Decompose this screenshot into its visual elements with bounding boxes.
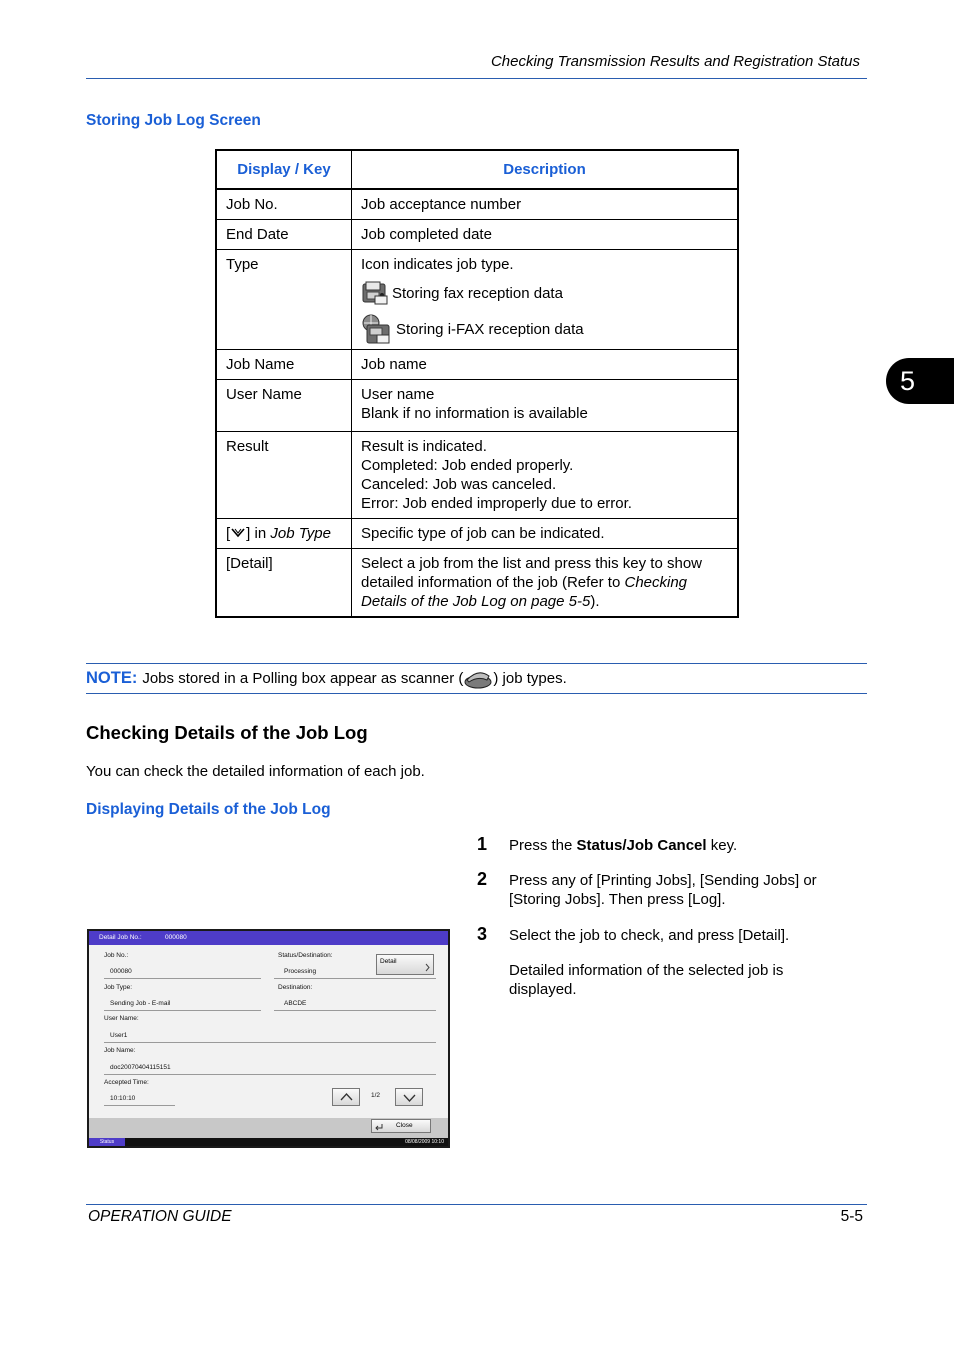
user-name-value: User1	[110, 1032, 128, 1039]
fax-reception-icon	[361, 280, 389, 306]
running-header: Checking Transmission Results and Registration Status	[490, 53, 860, 70]
field-line	[104, 1010, 261, 1011]
note-text-a: Jobs stored in a Polling box appear as scanner (	[142, 669, 464, 687]
row-desc: Job name	[352, 350, 739, 380]
ifax-desc: Storing i-FAX reception data	[396, 320, 584, 338]
table-row	[216, 220, 738, 250]
row-key: [Detail]	[216, 549, 352, 618]
field-line	[274, 978, 436, 979]
row-key: Job No.	[216, 189, 352, 220]
scanner-icon	[463, 666, 493, 690]
row-key: Job Name	[216, 350, 352, 380]
row-desc: Job acceptance number	[352, 189, 739, 220]
row-key: End Date	[216, 220, 352, 250]
bracket-open: [	[226, 525, 231, 542]
close-button-label: Close	[396, 1122, 413, 1129]
destination-label: Destination:	[278, 984, 313, 991]
return-icon	[375, 1123, 383, 1131]
row-desc	[352, 380, 739, 432]
status-tab[interactable]: Status	[89, 1138, 125, 1146]
detail-button-label: Detail	[380, 958, 397, 965]
table-row	[216, 519, 738, 549]
user-name-label: User Name:	[104, 1015, 139, 1022]
note	[86, 665, 567, 691]
field-line	[104, 1074, 436, 1075]
accepted-time-value: 10:10:10	[110, 1095, 136, 1102]
step-text	[509, 836, 854, 855]
table-row	[216, 189, 738, 220]
page-down-button[interactable]	[395, 1088, 423, 1106]
job-no-value: 000080	[110, 968, 132, 975]
step1-text-a: Press the	[509, 837, 577, 854]
accepted-time-label: Accepted Time:	[104, 1079, 149, 1086]
page-up-button[interactable]	[332, 1088, 360, 1106]
page-indicator: 1/2	[371, 1092, 381, 1099]
step-number: 1	[477, 834, 488, 854]
step-text: Select the job to check, and press [Detail].	[509, 927, 790, 944]
fax-desc: Storing fax reception data	[392, 284, 563, 302]
footer-guide-title: OPERATION GUIDE	[88, 1208, 232, 1225]
chevron-down-icon	[230, 527, 246, 539]
screen-datetime: 08/08/2009 10:10	[405, 1139, 444, 1145]
job-type-label: Job Type:	[104, 984, 133, 991]
detail-desc-link[interactable]: Checking Details of the Job Log on page 5-5	[361, 574, 688, 610]
row-key: Type	[216, 250, 352, 350]
job-name-value: doc20070404115151	[110, 1064, 171, 1071]
key-italic: Job Type	[270, 525, 331, 542]
note-label: NOTE:	[86, 668, 138, 687]
row-desc: Job completed date	[352, 220, 739, 250]
step1-key: Status/Job Cancel	[576, 837, 707, 854]
chapter-tab	[886, 358, 954, 404]
screen-status-bar	[89, 1138, 448, 1146]
step-subtext: Detailed information of the selected job is displayed.	[509, 962, 784, 998]
table-row	[216, 432, 738, 519]
row-key-job-type	[216, 519, 352, 549]
table-row	[216, 549, 738, 618]
screen-title-value: 000080	[165, 934, 187, 941]
table-row	[216, 350, 738, 380]
job-detail-screen	[87, 929, 450, 1148]
detail-desc-b: ).	[590, 593, 600, 610]
chevron-up-icon	[340, 1093, 353, 1101]
job-log-table	[215, 149, 739, 618]
field-line	[104, 978, 261, 979]
table-row	[216, 380, 738, 432]
key-mid: ] in	[246, 525, 271, 542]
field-line	[104, 1042, 436, 1043]
note-rule-top	[86, 663, 867, 664]
footer-page-number: 5-5	[840, 1208, 863, 1225]
type-desc: Icon indicates job type.	[361, 256, 514, 273]
field-line	[274, 1010, 436, 1011]
status-value: Processing	[284, 968, 317, 975]
detail-desc-a: Select a job from the list and press this key to show detailed information of the job (Refer to	[361, 555, 702, 591]
row-desc: Specific type of job can be indicated.	[352, 519, 739, 549]
row-desc	[352, 432, 739, 519]
screen-title-label: Detail Job No.:	[99, 934, 142, 941]
subsection-title-displaying-details: Displaying Details of the Job Log	[86, 801, 331, 818]
field-line	[104, 1105, 175, 1106]
row-key: User Name	[216, 380, 352, 432]
result-line: Canceled: Job was canceled.	[361, 476, 557, 493]
row-key: Result	[216, 432, 352, 519]
table-row	[216, 250, 738, 350]
note-rule-bottom	[86, 693, 867, 694]
table-header-display-key: Display / Key	[216, 150, 352, 189]
step-number: 3	[477, 924, 488, 944]
table-header-description: Description	[352, 150, 739, 189]
note-text-b: ) job types.	[493, 669, 567, 687]
status-label: Status/Destination:	[278, 952, 333, 959]
ifax-line	[361, 314, 731, 344]
intro-text: You can check the detailed information of each job.	[86, 763, 425, 780]
row-desc	[352, 549, 739, 618]
ifax-reception-icon	[361, 313, 393, 345]
chapter-number: 5	[900, 365, 916, 396]
header-rule	[86, 78, 867, 79]
section-title-storing-job-log: Storing Job Log Screen	[86, 112, 261, 129]
job-type-value: Sending Job - E-mail	[110, 1000, 171, 1007]
close-button[interactable]	[371, 1119, 431, 1133]
chevron-down-icon	[403, 1094, 416, 1102]
job-name-label: Job Name:	[104, 1047, 136, 1054]
step-text: Press any of [Printing Jobs], [Sending Jobs] or [Storing Jobs]. Then press [Log].	[509, 872, 817, 908]
detail-button[interactable]	[376, 954, 434, 975]
footer-rule	[86, 1204, 867, 1205]
user-desc-2: Blank if no information is available	[361, 405, 588, 422]
result-line: Result is indicated.	[361, 438, 487, 455]
user-desc-1: User name	[361, 386, 435, 403]
row-desc-type	[352, 250, 739, 350]
section-title-checking-details: Checking Details of the Job Log	[86, 722, 368, 743]
screen-title-bar	[89, 931, 448, 945]
step1-text-b: key.	[706, 837, 738, 854]
fax-line	[361, 278, 731, 308]
result-line: Completed: Job ended properly.	[361, 457, 574, 474]
result-line: Error: Job ended improperly due to error.	[361, 495, 632, 512]
chevron-right-icon	[425, 963, 430, 972]
destination-value: ABCDE	[284, 1000, 307, 1007]
job-no-label: Job No.:	[104, 952, 129, 959]
step-number: 2	[477, 869, 488, 889]
